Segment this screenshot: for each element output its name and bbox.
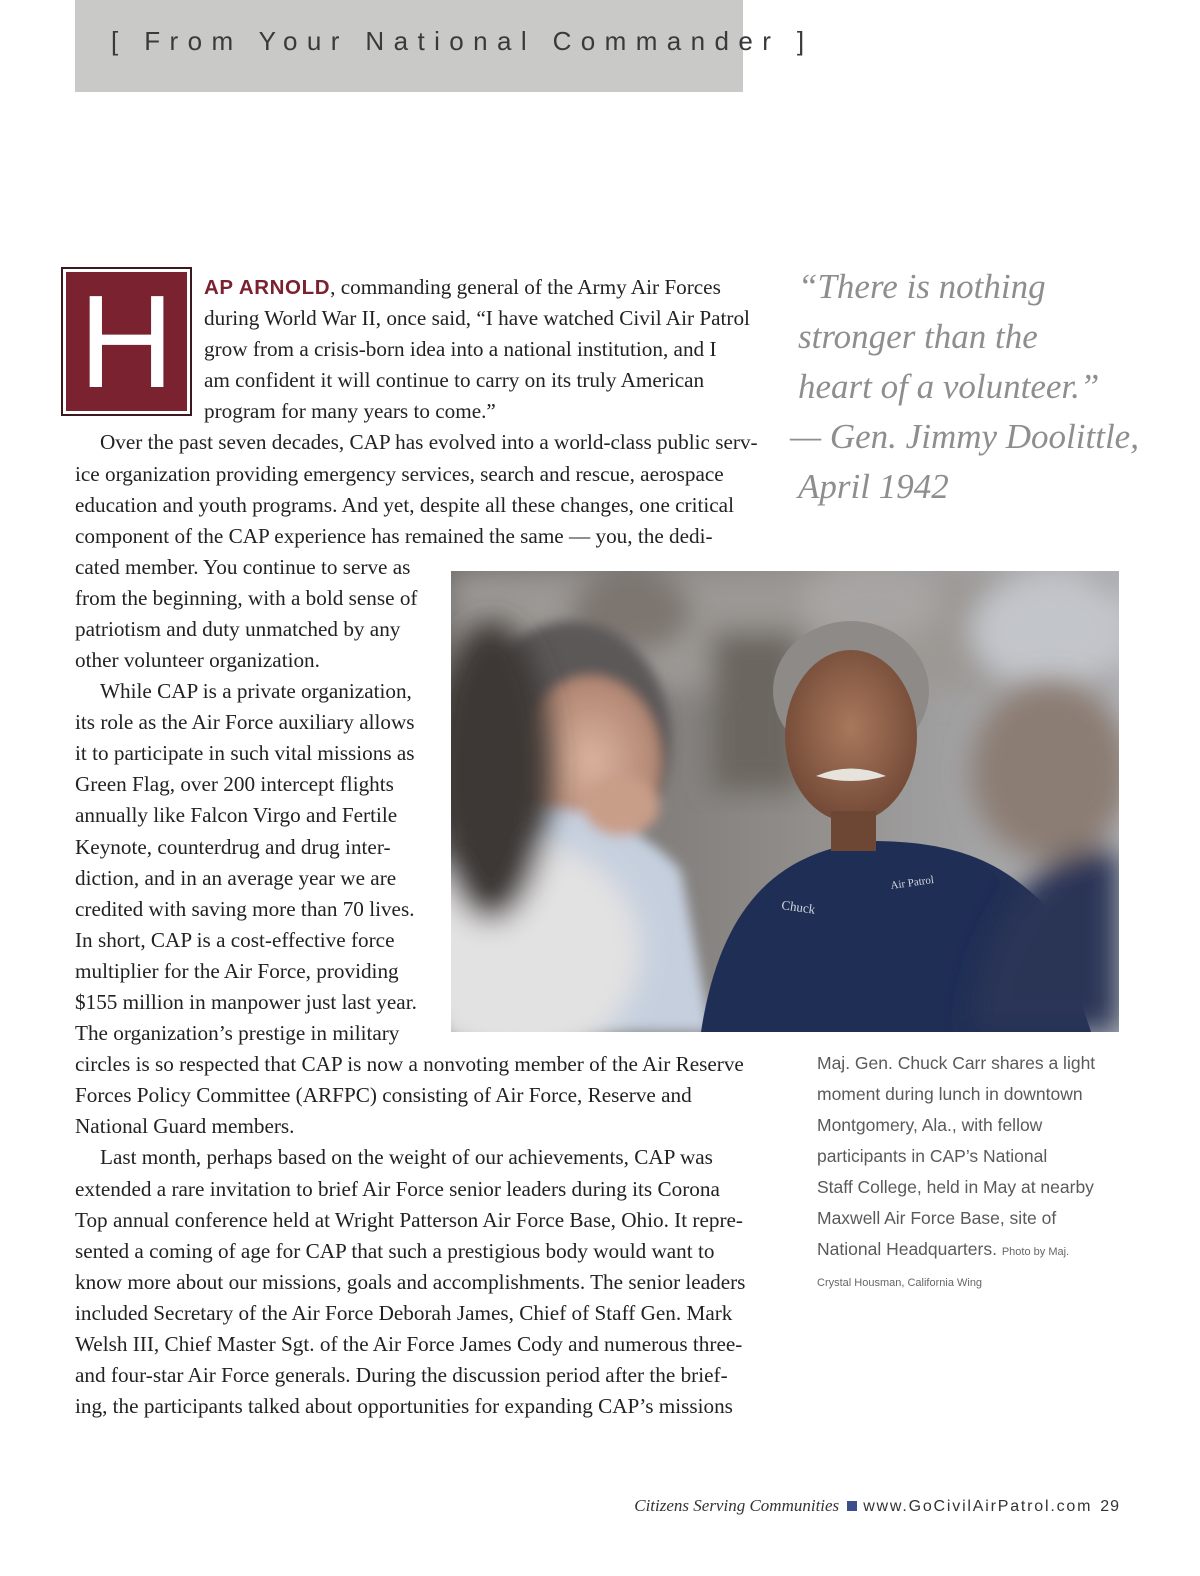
body-line: patriotism and duty unmatched by any <box>75 617 401 641</box>
footer-url: www.GoCivilAirPatrol.com <box>863 1498 1093 1515</box>
photo-image <box>451 571 1119 1032</box>
body-line: Welsh III, Chief Master Sgt. of the Air Force James Cody and numerous three- <box>75 1332 743 1356</box>
body-line: Last month, perhaps based on the weight of our achievements, CAP was <box>100 1145 713 1169</box>
body-line: National Guard members. <box>75 1114 295 1138</box>
shirt-name-text: Chuck <box>780 897 817 917</box>
body-line: ing, the participants talked about opportunities for expanding CAP’s missions <box>75 1394 733 1418</box>
pull-quote-line: stronger than the <box>798 317 1038 356</box>
caption-line: participants in CAP’s National <box>817 1146 1048 1166</box>
body-line: other volunteer organization. <box>75 648 320 672</box>
footer-tagline: Citizens Serving Communities <box>634 1496 840 1515</box>
body-line: and four-star Air Force generals. During the discussion period after the brief- <box>75 1363 728 1387</box>
body-line: $155 million in manpower just last year. <box>75 990 417 1014</box>
body-line: know more about our missions, goals and accomplishments. The senior leaders <box>75 1270 746 1294</box>
body-line: multiplier for the Air Force, providing <box>75 959 399 983</box>
body-line: annually like Falcon Virgo and Fertile <box>75 803 398 827</box>
page-footer <box>634 1496 1120 1516</box>
body-line: Green Flag, over 200 intercept flights <box>75 772 394 796</box>
photo-credit: Crystal Housman, California Wing <box>817 1277 983 1289</box>
drop-cap-letter: H <box>66 272 187 411</box>
body-line: AP ARNOLD, commanding general of the Army Air Forces <box>204 275 721 299</box>
caption-line: moment during lunch in downtown <box>817 1084 1083 1104</box>
caption-line: Maj. Gen. Chuck Carr shares a light <box>817 1053 1096 1073</box>
body-line: it to participate in such vital missions as <box>75 741 415 765</box>
body-line: am confident it will continue to carry on its truly American <box>204 368 705 392</box>
body-line: ice organization providing emergency services, search and rescue, aerospace <box>75 462 724 486</box>
pull-quote-date: April 1942 <box>798 467 949 506</box>
pull-quote <box>790 262 1170 512</box>
body-line: included Secretary of the Air Force Deborah James, Chief of Staff Gen. Mark <box>75 1301 733 1325</box>
body-line: The organization’s prestige in military <box>75 1021 400 1045</box>
body-line: While CAP is a private organization, <box>100 679 412 703</box>
body-line: circles is so respected that CAP is now a nonvoting member of the Air Reserve <box>75 1052 744 1076</box>
photo-caption <box>817 1048 1117 1299</box>
body-line: grow from a crisis-born idea into a national institution, and I <box>204 337 717 361</box>
section-header-title: [ From Your National Commander ] <box>111 26 814 56</box>
caption-line: National Headquarters. Photo by Maj. <box>817 1239 1070 1259</box>
body-line: In short, CAP is a cost-effective force <box>75 928 395 952</box>
pull-quote-line: heart of a volunteer.” <box>798 367 1100 406</box>
pull-quote-line: “There is nothing <box>798 267 1046 306</box>
pull-quote-attribution: — Gen. Jimmy Doolittle, <box>790 417 1139 456</box>
shirt-logo-text: Air Patrol <box>889 874 935 892</box>
body-line: Top annual conference held at Wright Patterson Air Force Base, Ohio. It repre- <box>75 1208 743 1232</box>
body-line: Over the past seven decades, CAP has evolved into a world-class public serv- <box>100 430 758 454</box>
lead-in-text: AP ARNOLD <box>204 276 331 299</box>
body-line: program for many years to come.” <box>204 399 496 423</box>
page-number: 29 <box>1100 1498 1120 1515</box>
caption-line: Maxwell Air Force Base, site of <box>817 1208 1057 1228</box>
body-line: sented a coming of age for CAP that such a prestigious body would want to <box>75 1239 715 1263</box>
drop-cap-box <box>61 267 192 416</box>
body-line: during World War II, once said, “I have watched Civil Air Patrol <box>204 306 750 330</box>
photo-lunch-conversation <box>451 571 1119 1032</box>
body-line: its role as the Air Force auxiliary allows <box>75 710 415 734</box>
body-line: Keynote, counterdrug and drug inter- <box>75 835 391 859</box>
body-line: extended a rare invitation to brief Air Force senior leaders during its Corona <box>75 1177 720 1201</box>
body-line: from the beginning, with a bold sense of <box>75 586 418 610</box>
photo-credit: Photo by Maj. <box>1001 1246 1070 1258</box>
body-line: component of the CAP experience has remained the same — you, the dedi- <box>75 524 713 548</box>
body-line: Forces Policy Committee (ARFPC) consisting of Air Force, Reserve and <box>75 1083 692 1107</box>
section-header-bar <box>75 0 814 92</box>
body-line: diction, and in an average year we are <box>75 866 397 890</box>
body-line: cated member. You continue to serve as <box>75 555 411 579</box>
caption-line: Staff College, held in May at nearby <box>817 1177 1094 1197</box>
body-line: credited with saving more than 70 lives. <box>75 897 415 921</box>
body-line: education and youth programs. And yet, despite all these changes, one critical <box>75 493 734 517</box>
square-bullet-icon <box>847 1501 857 1511</box>
caption-line: Montgomery, Ala., with fellow <box>817 1115 1043 1135</box>
